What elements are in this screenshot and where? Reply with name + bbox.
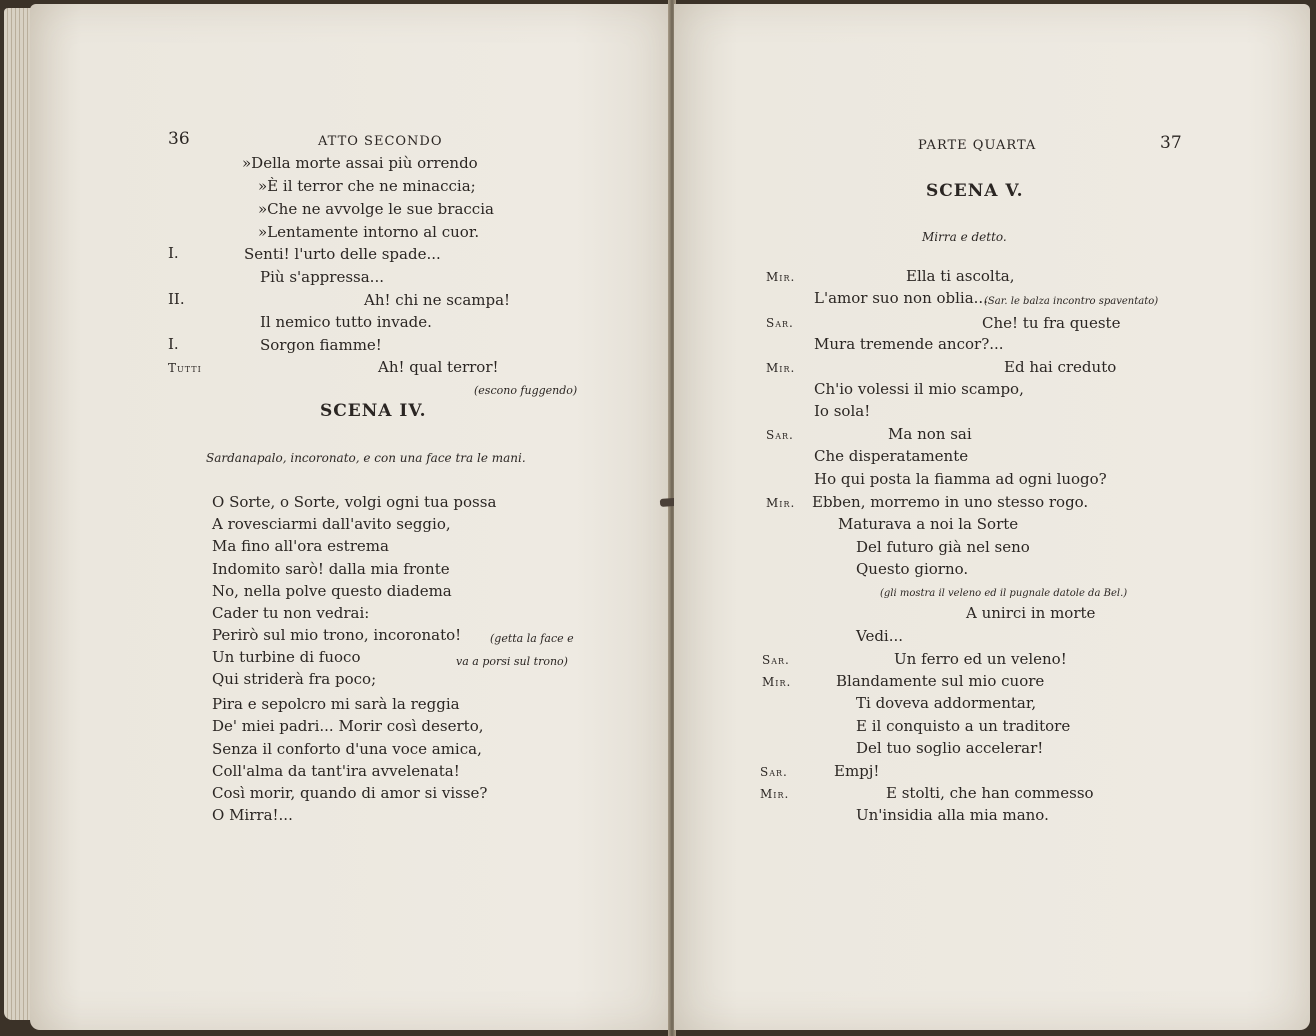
- speaker-label: I.: [168, 244, 179, 262]
- running-head-left: ATTO SECONDO: [318, 134, 443, 149]
- left-page: [30, 4, 670, 1030]
- verse-line: Più s'appressa...: [260, 268, 384, 286]
- scene-description-left: Sardanapalo, incoronato, e con una face tra le mani.: [206, 451, 526, 465]
- verse-line: Coll'alma da tant'ira avvelenata!: [212, 762, 460, 780]
- verse-line: A rovesciarmi dall'avito seggio,: [212, 515, 451, 533]
- verse-line: Indomito sarò! dalla mia fronte: [212, 560, 450, 578]
- stage-direction: (escono fuggendo): [474, 384, 578, 397]
- verse-line: Ma non sai: [888, 425, 972, 443]
- speaker-label: Mir.: [766, 496, 796, 510]
- verse-line: »È il terror che ne minaccia;: [258, 177, 476, 195]
- verse-line: Questo giorno.: [856, 560, 969, 578]
- stage-direction: (Sar. le balza incontro spaventato): [984, 296, 1159, 307]
- verse-line: Io sola!: [814, 402, 871, 420]
- verse-line: Così morir, quando di amor si visse?: [212, 784, 488, 802]
- verse-line: Del futuro già nel seno: [856, 538, 1030, 556]
- speaker-label: Sar.: [762, 653, 790, 667]
- stage-direction: (getta la face e: [490, 632, 574, 645]
- scene-title-left: SCENA IV.: [320, 401, 427, 421]
- verse-line: Cader tu non vedrai:: [212, 604, 370, 622]
- verse-line: Ch'io volessi il mio scampo,: [814, 380, 1024, 398]
- verse-line: Del tuo soglio accelerar!: [856, 739, 1044, 757]
- stage-direction: va a porsi sul trono): [456, 655, 568, 668]
- verse-line: Blandamente sul mio cuore: [836, 672, 1045, 690]
- verse-line: Qui striderà fra poco;: [212, 670, 377, 688]
- verse-line: Ebben, morremo in uno stesso rogo.: [812, 493, 1089, 511]
- page-edges: [4, 8, 32, 1020]
- speaker-label: I.: [168, 335, 179, 353]
- speaker-label: Sar.: [760, 765, 788, 779]
- verse-line: Empj!: [834, 762, 880, 780]
- verse-line: Ma fino all'ora estrema: [212, 537, 389, 555]
- verse-line: Ti doveva addormentar,: [856, 694, 1037, 712]
- verse-line: De' miei padri... Morir così deserto,: [212, 717, 484, 735]
- verse-line: E il conquisto a un traditore: [856, 717, 1071, 735]
- speaker-label: Mir.: [762, 675, 792, 689]
- scene-description-right: Mirra e detto.: [922, 230, 1007, 244]
- verse-line: Maturava a noi la Sorte: [838, 515, 1019, 533]
- scene-title-right: SCENA V.: [926, 181, 1024, 201]
- verse-line: Ah! chi ne scampa!: [364, 291, 511, 309]
- verse-line: Che! tu fra queste: [982, 314, 1121, 332]
- verse-line: O Sorte, o Sorte, volgi ogni tua possa: [212, 493, 497, 511]
- verse-line: No, nella polve questo diadema: [212, 582, 452, 600]
- verse-line: Un ferro ed un veleno!: [894, 650, 1067, 668]
- verse-line: O Mirra!...: [212, 806, 293, 824]
- verse-line: Un'insidia alla mia mano.: [856, 806, 1049, 824]
- right-page: [674, 4, 1310, 1030]
- verse-line: Vedi...: [856, 627, 904, 645]
- verse-line: Pira e sepolcro mi sarà la reggia: [212, 695, 460, 713]
- speaker-label: Mir.: [766, 270, 796, 284]
- verse-line: Ah! qual terror!: [378, 358, 499, 376]
- verse-line: Ella ti ascolta,: [906, 267, 1015, 285]
- verse-line: A unirci in morte: [966, 604, 1096, 622]
- speaker-label: Mir.: [760, 787, 790, 801]
- verse-line: Ed hai creduto: [1004, 358, 1117, 376]
- verse-line: »Che ne avvolge le sue braccia: [258, 200, 494, 218]
- verse-line: E stolti, che han commesso: [886, 784, 1094, 802]
- speaker-label: Sar.: [766, 316, 794, 330]
- verse-line: Il nemico tutto invade.: [260, 313, 432, 331]
- verse-line: Sorgon fiamme!: [260, 336, 382, 354]
- verse-line: Senza il conforto d'una voce amica,: [212, 740, 482, 758]
- speaker-label: II.: [168, 290, 185, 308]
- speaker-label: Mir.: [766, 361, 796, 375]
- page-number-right: 37: [1160, 133, 1182, 153]
- verse-line: »Della morte assai più orrendo: [242, 154, 478, 172]
- verse-line: L'amor suo non oblia...: [814, 289, 988, 307]
- speaker-label: Sar.: [766, 428, 794, 442]
- verse-line: Senti! l'urto delle spade...: [244, 245, 441, 263]
- stage-direction: (gli mostra il veleno ed il pugnale datole da Bel.): [880, 588, 1128, 599]
- verse-line: Ho qui posta la fiamma ad ogni luogo?: [814, 470, 1107, 488]
- page-number-left: 36: [168, 129, 190, 149]
- verse-line: »Lentamente intorno al cuor.: [258, 223, 480, 241]
- speaker-label: Tutti: [168, 361, 202, 375]
- verse-line: Perirò sul mio trono, incoronato!: [212, 626, 462, 644]
- verse-line: Mura tremende ancor?...: [814, 335, 1004, 353]
- running-head-right: PARTE QUARTA: [918, 138, 1037, 153]
- verse-line: Un turbine di fuoco: [212, 648, 361, 666]
- verse-line: Che disperatamente: [814, 447, 969, 465]
